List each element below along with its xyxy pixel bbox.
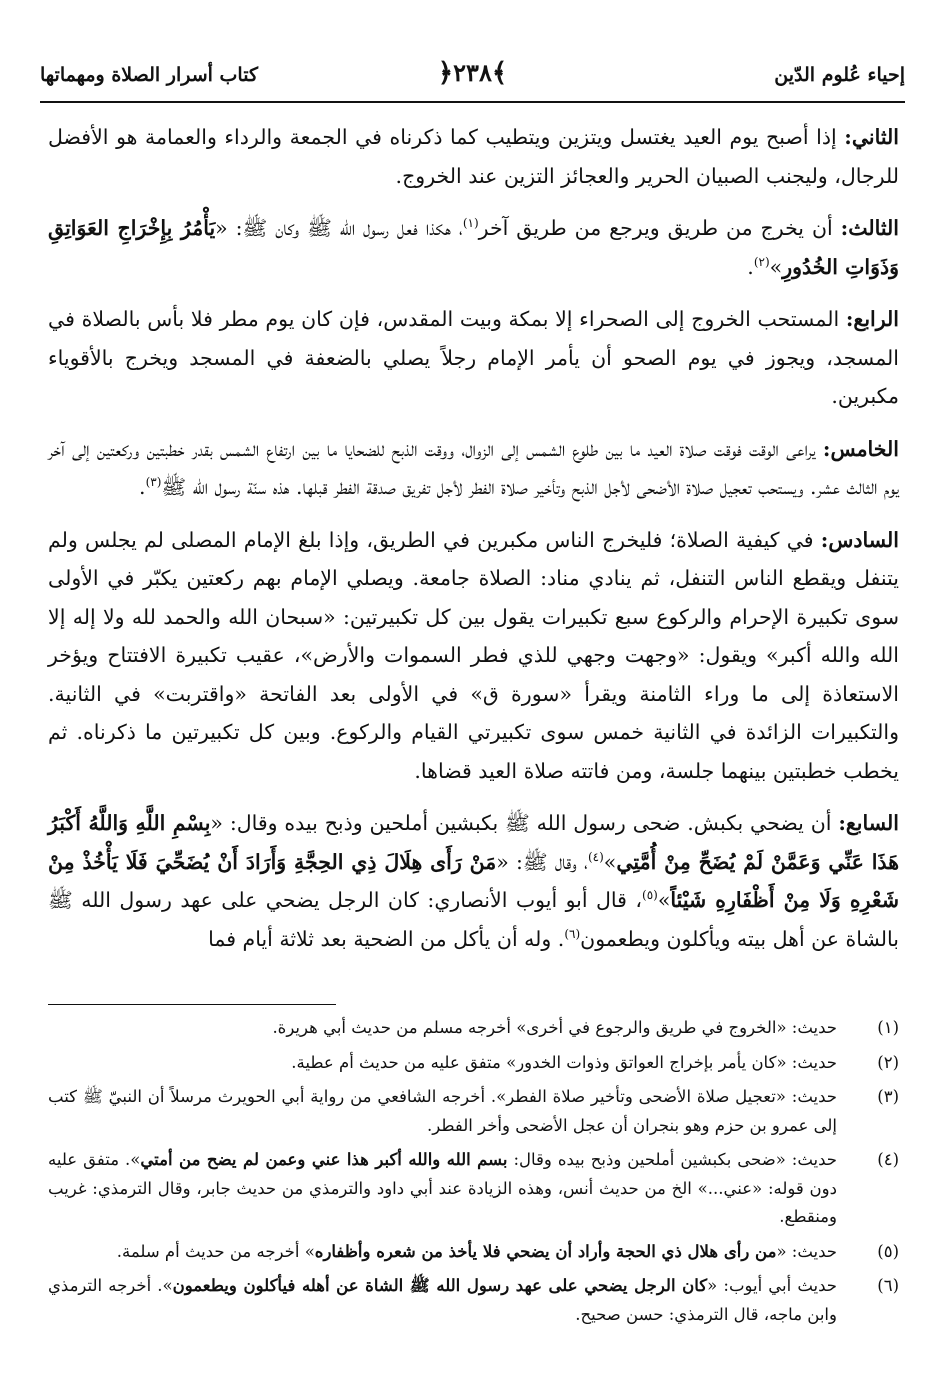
page-number: ﴿٢٣٨﴾ (437, 58, 508, 88)
footnote-number: (٤) (877, 1150, 899, 1169)
paragraph-seventh: السابع: أن يضحي بكبش. ضحى رسول الله ﷺ بكبشين أملحين وذبح بيده وقال: «بِسْمِ اللَّهِ وَاللَّهُ أَكْبَرُ هَذَا عَنِّي وَعَمَّنْ لَمْ يُضَحِّ مِنْ أُمَّتِي»$^{(٤)}$، وقال ﷺ: «مَنْ رَأَى هِلَالَ ذِي الحِجَّةِ وَأَرَادَ أَنْ يُضَحِّيَ فَلَا يَأْخُذْ مِنْ شَعْرِهِ وَلَا مِنْ أَظْفَارِهِ شَيْئاً»$^{(٥)}$، قال أبو أيوب الأنصاري: كان الرجل يضحي على عهد رسول الله ﷺ بالشاة عن أهل بيته ويأكلون ويطعمون$^{(٦)}$. وله أن يأكل من الضحية بعد ثلاثة أيام فما (48, 811, 900, 951)
footnote-number: (٦) (877, 1276, 899, 1295)
footnote-item: (٢) حديث: «كان يأمر بإخراج العواتق وذوات الخدور» متفق عليه من حديث أم عطية. (48, 1049, 899, 1078)
paragraph-third: الثالث: أن يخرج من طريق ويرجع من طريق آخر$^{(١)}$، هكذا فعل رسول الله ﷺ وكان ﷺ: «يَأْمُرُ بِإِخْرَاجِ العَوَاتِقِ وَذَوَاتِ الخُدُورِ»$^{(٢)}$. (48, 216, 899, 279)
chapter-title: كتاب أسرار الصلاة ومهماتها (40, 64, 258, 86)
main-text (48, 118, 899, 972)
paragraph-lead: الرابع: (845, 307, 899, 331)
footnotes (48, 1014, 899, 1335)
hadith-quote: بِسْمِ اللَّهِ وَاللَّهُ أَكْبَرُ هَذَا عَنِّي وَعَمَّنْ لَمْ يُضَحِّ مِنْ أُمَّتِي (48, 811, 900, 874)
paragraph-lead: السادس: (820, 527, 899, 552)
hadith-quote: يَأْمُرُ بِإِخْرَاجِ العَوَاتِقِ وَذَوَاتِ الخُدُورِ (48, 216, 899, 279)
footnote-ref-5[interactable]: (٥) (642, 888, 658, 903)
header-rule (40, 101, 905, 103)
footnote-ref-6[interactable]: (٦) (564, 926, 581, 941)
footnote-number: (١) (877, 1018, 899, 1037)
footnote-item: (١) حديث: «الخروج في طريق والرجوع في أخرى» أخرجه مسلم من حديث أبي هريرة. (48, 1014, 899, 1043)
paragraph-lead: السابع: (838, 811, 899, 835)
paragraph-lead: الثالث: (840, 216, 899, 240)
footnote-ref-2[interactable]: (٢) (753, 254, 770, 269)
ornament-right-icon: ﴾ (491, 58, 508, 88)
footnote-ref-1[interactable]: (١) (462, 216, 479, 231)
footnote-number: (٢) (877, 1052, 899, 1072)
book-title: إحياء عُلوم الدّين (774, 64, 905, 86)
footnote-item: (٣) حديث: «تعجيل صلاة الأضحى وتأخير صلاة الفطر». أخرجه الشافعي من رواية أبي الحويرث مرسلاً أن النبيّ ﷺ كتب إلى عمرو بن حزم وهو بنجران أن عجل الأضحى وأخر الفطر. (48, 1083, 899, 1140)
footnote-number: (٣) (877, 1087, 899, 1106)
footnote-ref-3[interactable]: (٣) (145, 475, 162, 490)
footnote-item: (٦) حديث أبي أيوب: «كان الرجل يضحي على عهد رسول الله ﷺ الشاة عن أهله فيأكلون ويطعمون». أخرجه الترمذي وابن ماجه، قال الترمذي: حسن صحيح. (48, 1272, 899, 1329)
paragraph-second: الثاني: إذا أصبح يوم العيد يغتسل ويتزين ويتطيب كما ذكرناه في الجمعة والرداء والعمامة هو الأفضل للرجال، وليجنب الصبيان الحرير والعجائز التزين عند الخروج. (48, 125, 899, 188)
footnote-ref-4[interactable]: (٤) (587, 849, 604, 864)
hadith-quote: مَنْ رَأَى هِلَالَ ذِي الحِجَّةِ وَأَرَادَ أَنْ يُضَحِّيَ فَلَا يَأْخُذْ مِنْ شَعْرِهِ وَلَا مِنْ أَظْفَارِهِ شَيْئاً (48, 849, 899, 912)
paragraph-fifth: الخامس: يراعى الوقت فوقت صلاة العيد ما بين طلوع الشمس إلى الزوال، ووقت الذبح للضحايا ما بين ارتفاع الشمس بقدر خطبتين وركعتين إلى آخر يوم الثالث عشر. ويستحب تعجيل صلاة الأضحى لأجل الذبح وتأخير صلاة الفطر لأجل تفريق صدقة الفطر قبلها. هذه سنّة رسول الله ﷺ$^{(٣)}$. (48, 436, 899, 499)
paragraph-lead: الخامس: (822, 436, 899, 461)
footnote-rule (48, 1004, 336, 1005)
paragraph-sixth: السادس: في كيفية الصلاة؛ فليخرج الناس مكبرين في الطريق، وإذا بلغ الإمام المصلى لم يجلس ولم يتنفل ويقطع الناس التنفل، ثم ينادي مناد: الصلاة جامعة. ويصلي الإمام بهم ركعتين يكبّر في الأولى سوى تكبيرة الإحرام والركوع سبع تكبيرات يقول بين كل تكبيرتين: «سبحان الله والحمد لله ولا إله إلا الله والله أكبر» ويقول: «وجهت وجهي للذي فطر السموات والأرض»، عقيب تكبيرة الافتتاح ويؤخر الاستعاذة إلى ما وراء الثامنة ويقرأ «سورة ق» في الأولى بعد الفاتحة «واقتربت» في الثانية. والتكبيرات الزائدة في الثانية خمس سوى تكبيرتي القيام والركوع. وبين كل تكبيرتين ما ذكرناه. ثم يخطب خطبتين بينهما جلسة، ومن فاتته صلاة العيد قضاها. (48, 527, 899, 783)
footnote-item: (٤) حديث: «ضحى بكبشين أملحين وذبح بيده وقال: بسم الله والله أكبر هذا عني وعمن لم يضح من أمتي». متفق عليه دون قوله: «عني...» الخ من حديث أنس، وهذه الزيادة عند أبي داود والترمذي من حديث جابر، وقال الترمذي: غريب ومنقطع. (48, 1146, 899, 1232)
footnote-item: (٥) حديث: «من رأى هلال ذي الحجة وأراد أن يضحي فلا يأخذ من شعره وأظفاره» أخرجه من حديث أم سلمة. (48, 1238, 899, 1267)
ornament-left-icon: ﴿ (437, 58, 454, 88)
running-header (40, 58, 905, 98)
paragraph-lead: الثاني: (844, 125, 899, 149)
paragraph-fourth: الرابع: المستحب الخروج إلى الصحراء إلا بمكة وبيت المقدس، فإن كان يوم مطر فلا بأس بالصلاة في المسجد، ويجوز في يوم الصحو أن يأمر الإمام رجلاً يصلي بالضعفة في المسجد ويخرج بالأقوياء مكبرين. (48, 307, 899, 408)
footnote-number: (٥) (877, 1241, 899, 1261)
